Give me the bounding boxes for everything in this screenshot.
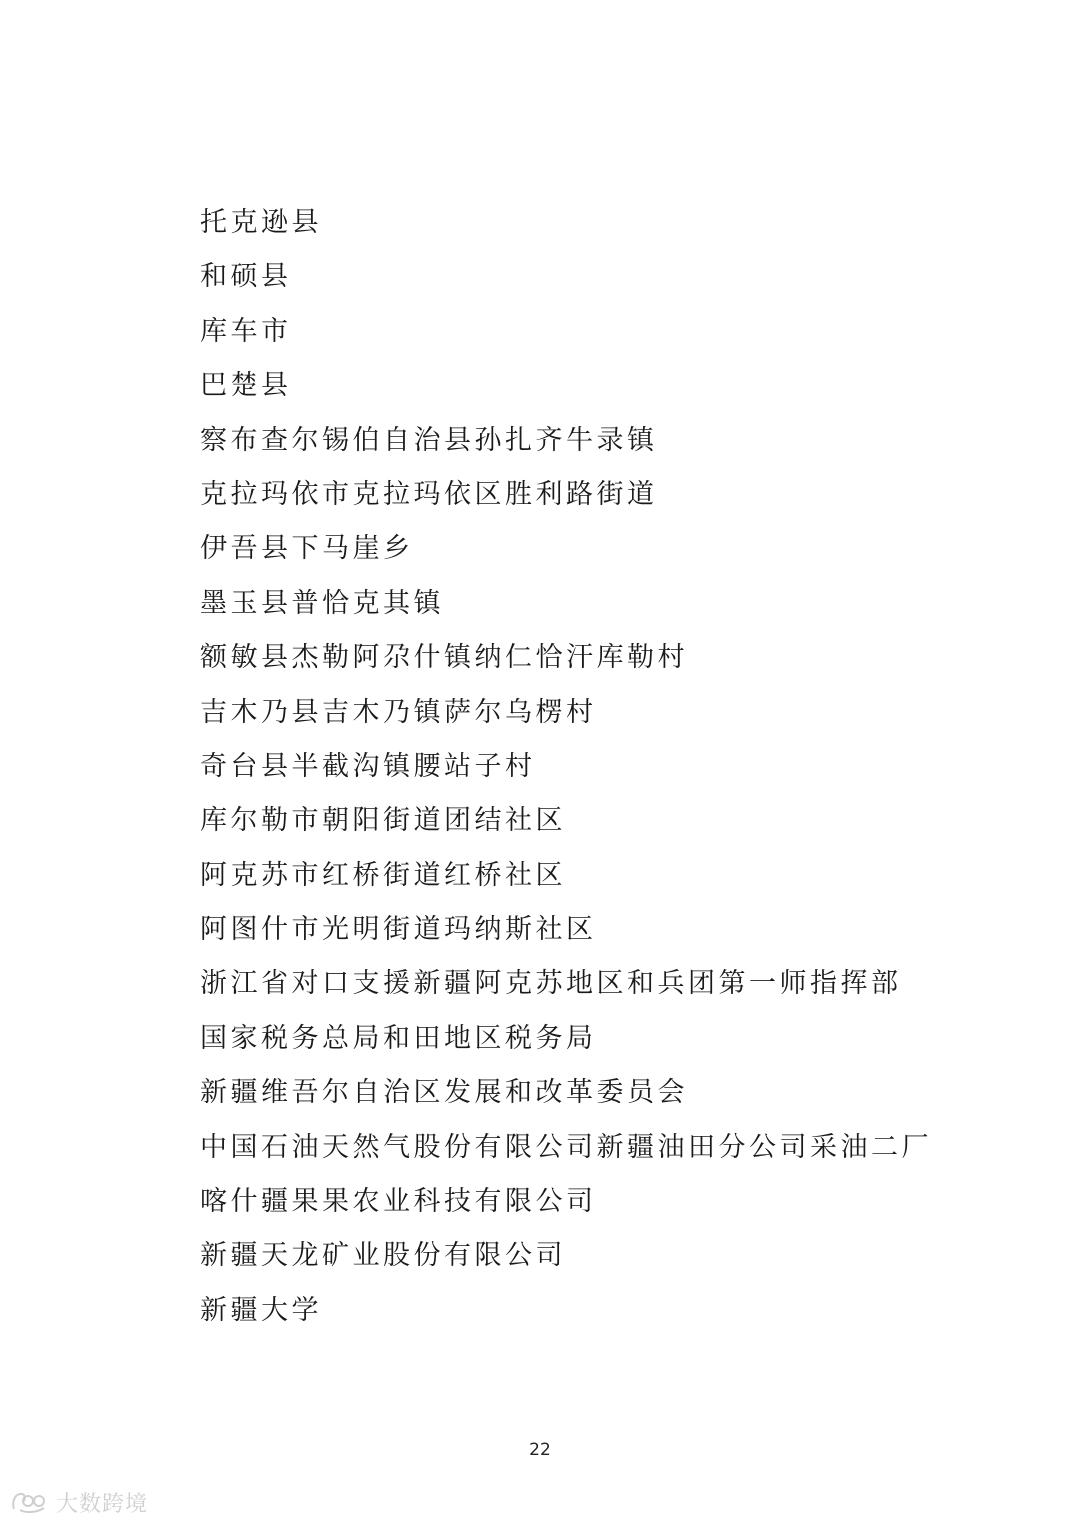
- list-item: 库车市: [200, 315, 292, 347]
- page-number: 22: [529, 1440, 551, 1460]
- list-item: 中国石油天然气股份有限公司新疆油田分公司采油二厂: [200, 1131, 932, 1163]
- list-item: 阿图什市光明街道玛纳斯社区: [200, 914, 597, 946]
- entry-list: [200, 196, 932, 1338]
- list-item: 浙江省对口支援新疆阿克苏地区和兵团第一师指挥部: [200, 968, 902, 1000]
- list-item: 奇台县半截沟镇腰站子村: [200, 750, 536, 782]
- list-item: 伊吾县下马崖乡: [200, 533, 414, 565]
- list-item: 托克逊县: [200, 207, 322, 238]
- list-item: 喀什疆果果农业科技有限公司: [200, 1186, 597, 1218]
- brand-logo-icon: [10, 1489, 50, 1515]
- list-item: 和硕县: [200, 261, 292, 293]
- list-item: 新疆大学: [200, 1294, 322, 1326]
- list-item: 阿克苏市红桥街道红桥社区: [200, 859, 566, 891]
- list-item: 国家税务总局和田地区税务局: [200, 1022, 597, 1054]
- list-item: 额敏县杰勒阿尕什镇纳仁恰汗库勒村: [200, 642, 688, 674]
- list-item: 墨玉县普恰克其镇: [200, 587, 444, 619]
- watermark: [10, 1488, 148, 1516]
- list-item: 察布查尔锡伯自治县孙扎齐牛录镇: [200, 424, 658, 456]
- list-item: 吉木乃县吉木乃镇萨尔乌楞村: [200, 696, 597, 728]
- list-item: 新疆维吾尔自治区发展和改革委员会: [200, 1077, 688, 1109]
- list-item: 巴楚县: [200, 370, 292, 402]
- list-item: 库尔勒市朝阳街道团结社区: [200, 805, 566, 837]
- watermark-text: 大数跨境: [56, 1491, 149, 1517]
- list-item: 克拉玛依市克拉玛依区胜利路街道: [200, 478, 658, 510]
- list-item: 新疆天龙矿业股份有限公司: [200, 1240, 566, 1272]
